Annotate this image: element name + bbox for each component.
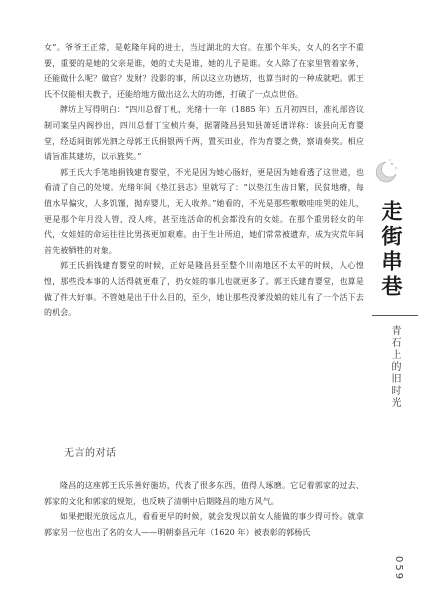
paragraph-2: 牌坊上写得明白：“四川总督丁札，光绪十一年（1885 年）五月初四日，准礼部咨议制司案呈内阁抄出，四川总督丁宝桢片奏，据署隆昌县知县萧廷谱详称：该县向无育婴堂，经适间街郭光泗之母郭王氏捐银两千两，置买田业，作为育婴之费，察请奏奖。相应请旨准其建坊，以示旌奖。” <box>44 105 364 162</box>
section-body <box>44 478 364 540</box>
chapter-subtitle: 青石上的旧时光 <box>389 325 400 409</box>
section-paragraph-2: 如果把眼光放远点儿，看看更早的时候，就会发现以前女人能做的事少得可怜。就拿郭家另一位也出了名的女人——明朝泰昌元年（1620 年）被表彰的郭杨氏 <box>44 512 364 537</box>
divider-line <box>372 315 418 316</box>
paragraph-1: 女”。爷爷王正常，是乾隆年间的进士，当过湖北的大官。在那个年头，女人的名字不重要，重要的是她的父亲是谁，她的丈夫是谁，她的儿子是谁。女人除了在家里管着家务，还能做什么呢？做官？发财？没影的事，所以这立功德坊，也算当时的一种成就吧。郭王氏不仅能相夫教子，还能给地方做出这么大的功德，打破了一点点世俗。 <box>44 43 364 99</box>
section-heading: 无言的对话 <box>64 448 117 459</box>
chapter-title: 走街串巷 <box>379 200 404 300</box>
section-paragraph-1: 隆昌的这座郭王氏乐善好施坊，代表了很多东西，值得人琢磨。它记着郭家的过去、郭家的文化和郭家的规矩，也反映了清朝中后期隆昌的地方风气。 <box>44 481 364 506</box>
main-body <box>44 40 364 321</box>
paragraph-4: 郭王氏捐钱建育婴堂的时候，正好是隆昌县至整个川南地区不太平的时候，人心惶惶，那些没本事的人活得就更难了，扔女娃的事儿也就更多了。郭王氏建育婴堂，也算是做了件大好事。不管她是出于什么目的，至少，她让那些没爹没娘的娃儿有了一个活下去的机会。 <box>44 261 364 318</box>
paragraph-3: 郭王氏大手笔地捐钱建育婴堂，不光是因为她心肠好，更是因为她看透了这世道，也看清了自己的处境。光绪年间《垫江县志》里就写了：“以垫江生齿日繁，民贫地瘠，每值水旱偏灾，人多饥馑，抛弃婴儿，无人收养。”她看的，不光是那些嗷嗷哇哇哭的娃儿，更是那个年月没人管、没人疼，甚至连活命的机会都没有的女娃。在那个重男轻女的年代，女娃娃的命运往往比男孩更加艰难。由于生计所迫，她们常常被遗弃，成为灾荒年间首先被牺牲的对象。 <box>44 167 364 255</box>
page-number: 059 <box>393 556 404 582</box>
crescent-moon-icon <box>370 156 400 186</box>
